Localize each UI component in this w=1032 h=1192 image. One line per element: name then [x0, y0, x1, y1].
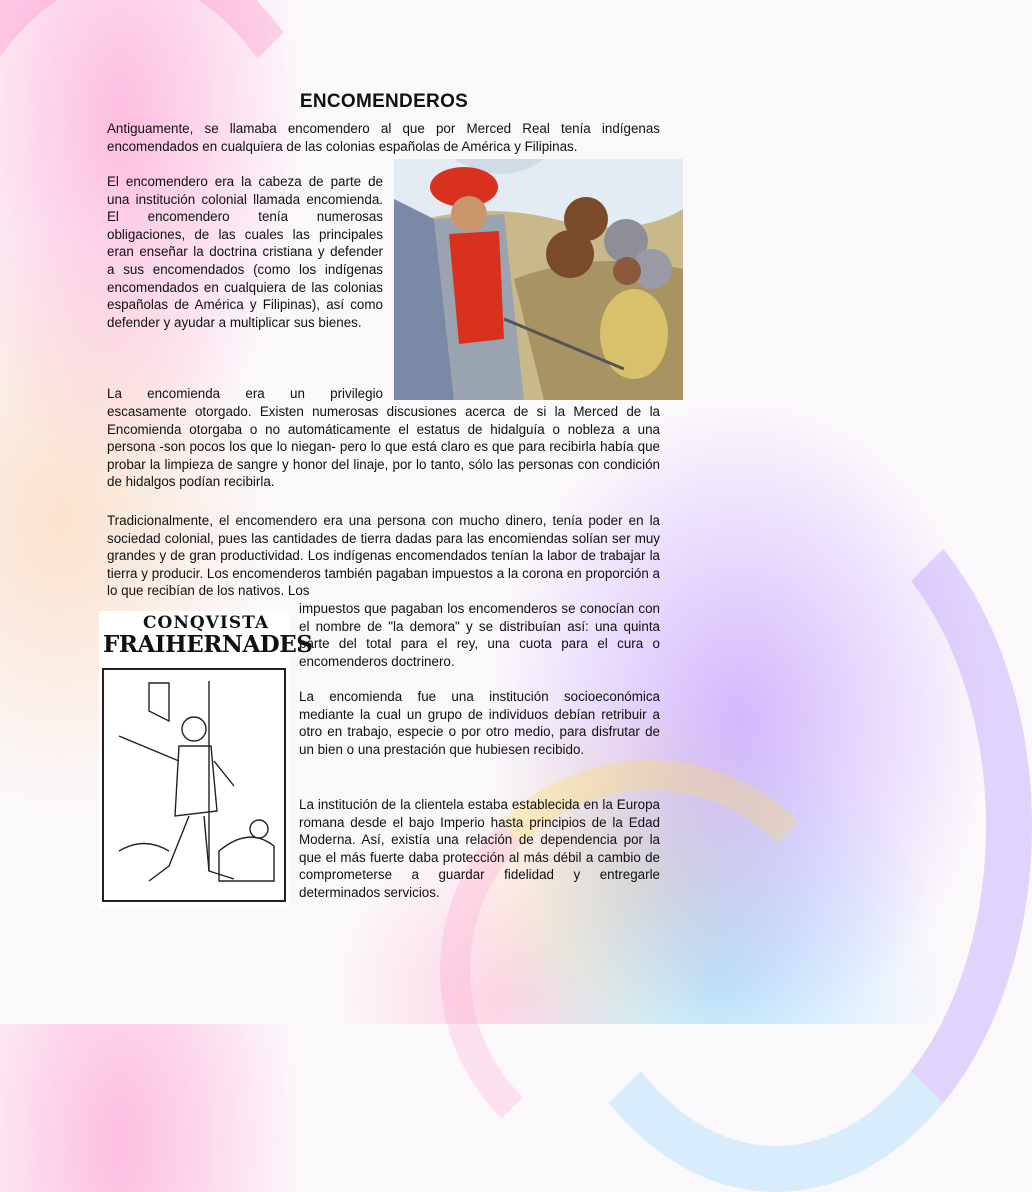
guaman-poma-engraving-icon	[99, 611, 313, 907]
engraving-heading-top: CONQVISTA	[143, 613, 270, 633]
page-title: ENCOMENDEROS	[299, 91, 469, 112]
paragraph-demora: impuestos que pagaban los encomenderos se conocían con el nombre de "la demora" y se distribuían así: una quinta parte del total para el rey, una cuota para el cura o encomenderos doctrinero.	[299, 601, 660, 669]
engraving-heading-main: FRAIHERNADES	[103, 631, 313, 658]
paragraph-intro: Antiguamente, se llamaba encomendero al que por Merced Real tenía indígenas encomendados en cualquiera de las colonias españolas de América y Filipinas.	[107, 121, 660, 154]
paragraph-tradition: Tradicionalmente, el encomendero era una persona con mucho dinero, tenía poder en la sociedad colonial, pues las cantidades de tierra dadas para las encomiendas solían ser muy grandes y de gran productividad. Los indígenas encomendados tenían la labor de trabajar la tierra y producir. Los encomenderos también pagaban impuestos a la corona en proporción a lo que recibían de los nativos. Los	[107, 513, 660, 599]
paragraph-socioeconomic: La encomienda fue una institución socioeconómica mediante la cual un grupo de individuos debían retribuir a otro en trabajo, especie o por otro medio, para disfrutar de un bien o una prestación que hubiesen recibido.	[299, 689, 660, 757]
paragraph-clientela: La institución de la clientela estaba establecida en la Europa romana desde el bajo Imperio hasta principios de la Edad Moderna. Así, existía una relación de dependencia por la que el más fuerte daba protección al más débil a cambio de comprometerse a guardar fidelidad y entregarle determinados servicios.	[299, 797, 660, 900]
encomendero-illustration-icon	[394, 159, 683, 400]
paragraph-privilege-start: La encomienda era un privilegio	[107, 386, 383, 401]
paragraph-privilege: escasamente otorgado. Existen numerosas discusiones acerca de si la Merced de la Encomienda otorgaba o no automáticamente el estatus de hidalguía o nobleza a una persona -son pocos los que lo niegan- pero lo que está claro es que para recibirla había que probar la limpieza de sangre y honor del linaje, por lo tanto, sólo las personas con condición de hidalgos podían recibirla.	[107, 404, 660, 490]
paragraph-encomendero-role: El encomendero era la cabeza de parte de una institución colonial llamada encomienda. El encomendero tenía numerosas obligaciones, de las cuales las principales eran enseñar la doctrina cristiana y defender a sus encomendados (como los indígenas encomendados en cualquiera de las colonias españolas de América y Filipinas), así como defender y ayudar a multiplicar sus bienes.	[107, 174, 383, 330]
